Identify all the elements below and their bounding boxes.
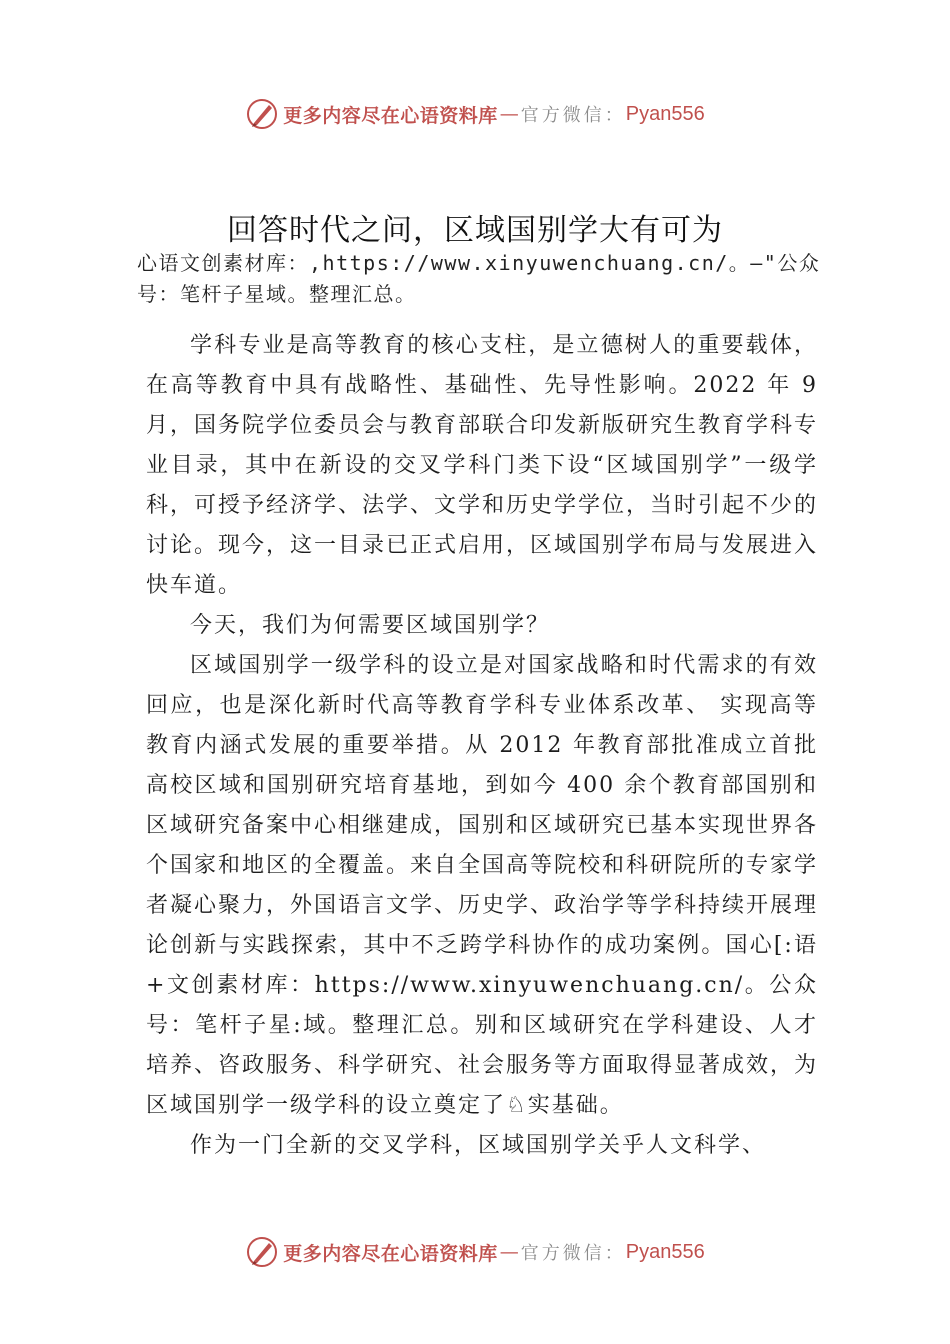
paragraph: 作为一门全新的交叉学科，区域国别学关乎人文科学、	[190, 1133, 767, 1158]
banner-wechat-id: Pyan556	[625, 102, 705, 125]
quill-pen-icon	[245, 97, 279, 131]
banner-wechat-label: 官方微信：	[520, 1243, 626, 1264]
quill-pen-icon	[245, 1235, 279, 1269]
paragraph: 学科专业是高等教育的核心支柱，是立德树人的重要载体，在高等教育中具有战略性、基础性、先导性影响。2022 年 9 月，国务院学位委员会与教育部联合印发新版研究生教育学科专业目录，其中在新设的交叉学科门类下设“区域国别学”一级学科，可授予经济学、法学、文学和历史学学位，当时引起不少的讨论。现今，这一目录已正式启用，区域国别学布局与发展进入快车道。	[146, 333, 819, 598]
banner-brand-text: 更多内容尽在心语资料库	[283, 104, 498, 127]
document-body	[146, 326, 818, 1166]
banner-separator: —	[499, 103, 519, 125]
banner-separator: —	[499, 1241, 519, 1263]
banner-wechat-label: 官方微信：	[520, 105, 626, 126]
document-title: 回答时代之问，区域国别学大有可为	[227, 213, 723, 248]
source-line: 心语文创素材库：,https://www.xinyuwenchuang.cn/。—"公众号：笔杆子星域。整理汇总。	[137, 251, 821, 306]
paragraph: 区域国别学一级学科的设立是对国家战略和时代需求的有效回应，也是深化新时代高等教育学科专业体系改革、 实现高等教育内涵式发展的重要举措。从 2012 年教育部批准成立首批高校区域和国别研究培育基地，到如今 400 余个教育部国别和区域研究备案中心相继建成，国别和区域研究已基本实现世界各个国家和地区的全覆盖。来自全国高等院校和科研院所的专家学者凝心聚力，外国语言文学、历史学、政治学等学科持续开展理论创新与实践探索，其中不乏跨学科协作的成功案例。国心[:语+文创素材库：https://www.xinyuwenchuang.cn/。公众号：笔杆子星:域。整理汇总。别和区域研究在学科建设、人才培养、咨政服务、科学研究、社会服务等方面取得显著成效，为区域国别学一级学科的设立奠定了♘实基础。	[146, 653, 819, 1118]
header-banner	[0, 94, 950, 134]
banner-wechat-id: Pyan556	[625, 1240, 705, 1263]
footer-banner	[0, 1232, 950, 1272]
banner-brand-text: 更多内容尽在心语资料库	[283, 1242, 498, 1265]
paragraph: 今天，我们为何需要区域国别学？	[190, 613, 551, 638]
